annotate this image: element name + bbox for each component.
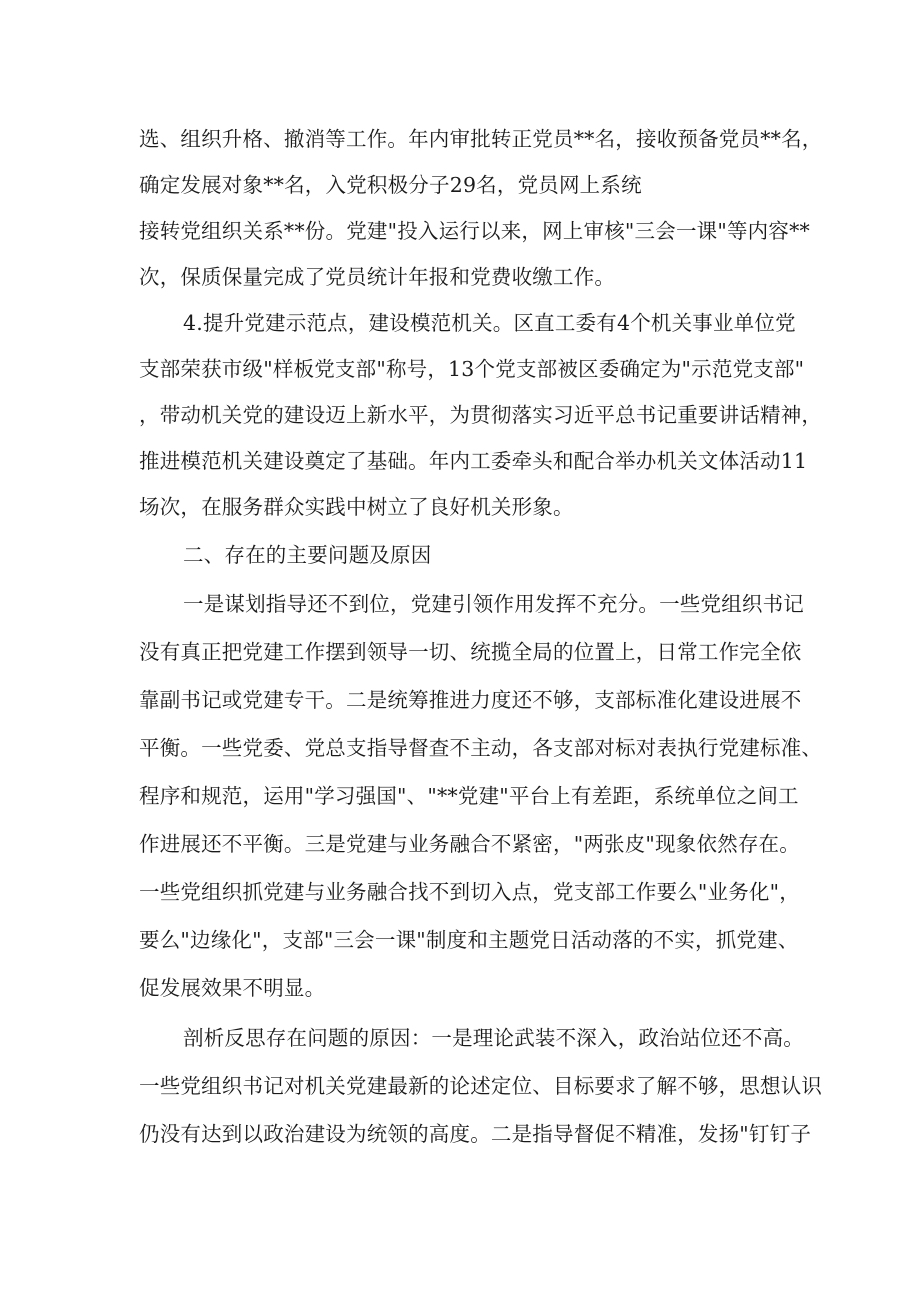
text-line: 没有真正把党建工作摆到领导一切、统揽全局的位置上，日常工作完全依 (139, 640, 802, 664)
text-line: 一是谋划指导还不到位，党建引领作用发挥不充分。一些党组织书记 (183, 592, 804, 616)
text-line: 接转党组织关系**份。党建"投入运行以来，网上审核"三会一课"等内容** (139, 219, 810, 243)
text-line: 支部荣获市级"样板党支部"称号，13个党支部被区委确定为"示范党支部" (139, 357, 805, 381)
text-line: 剖析反思存在问题的原因：一是理论武装不深入，政治站位还不高。 (183, 1026, 804, 1050)
text-line: 靠副书记或党建专干。二是统筹推进力度还不够，支部标准化建设进展不 (139, 688, 802, 712)
text-line: 场次，在服务群众实践中树立了良好机关形象。 (139, 495, 574, 519)
text-line: 平衡。一些党委、党总支指导督查不主动，各支部对标对表执行党建标准、 (139, 736, 823, 760)
text-line: 一些党组织抓党建与业务融合找不到切入点，党支部工作要么"业务化"， (139, 880, 800, 904)
text-line: ，带动机关党的建设迈上新水平，为贯彻落实习近平总书记重要讲话精神， (139, 403, 823, 427)
text-line: 推进模范机关建设奠定了基础。年内工委牵头和配合举办机关文体活动11 (139, 449, 808, 473)
text-line: 确定发展对象**名，入党积极分子29名，党员网上系统 (139, 173, 642, 197)
text-line: 选、组织升格、撤消等工作。年内审批转正党员**名，接收预备党员**名， (139, 127, 823, 151)
text-line: 要么"边缘化"，支部"三会一课"制度和主题党日活动落的不实，抓党建、 (139, 928, 799, 952)
text-line: 仍没有达到以政治建设为统领的高度。二是指导督促不精准，发扬"钉钉子 (139, 1122, 812, 1146)
text-line: 次，保质保量完成了党员统计年报和党费收缴工作。 (139, 265, 616, 289)
text-line: 作进展还不平衡。三是党建与业务融合不紧密，"两张皮"现象依然存在。 (139, 832, 800, 856)
section-heading: 二、存在的主要问题及原因 (183, 543, 432, 567)
text-line: 4.提升党建示范点，建设模范机关。区直工委有4个机关事业单位党 (183, 311, 796, 335)
text-line: 一些党组织书记对机关党建最新的论述定位、目标要求了解不够，思想认识 (139, 1074, 823, 1098)
text-line: 促发展效果不明显。 (139, 976, 326, 1000)
text-line: 程序和规范，运用"学习强国"、"**党建"平台上有差距，系统单位之间工 (139, 784, 799, 808)
